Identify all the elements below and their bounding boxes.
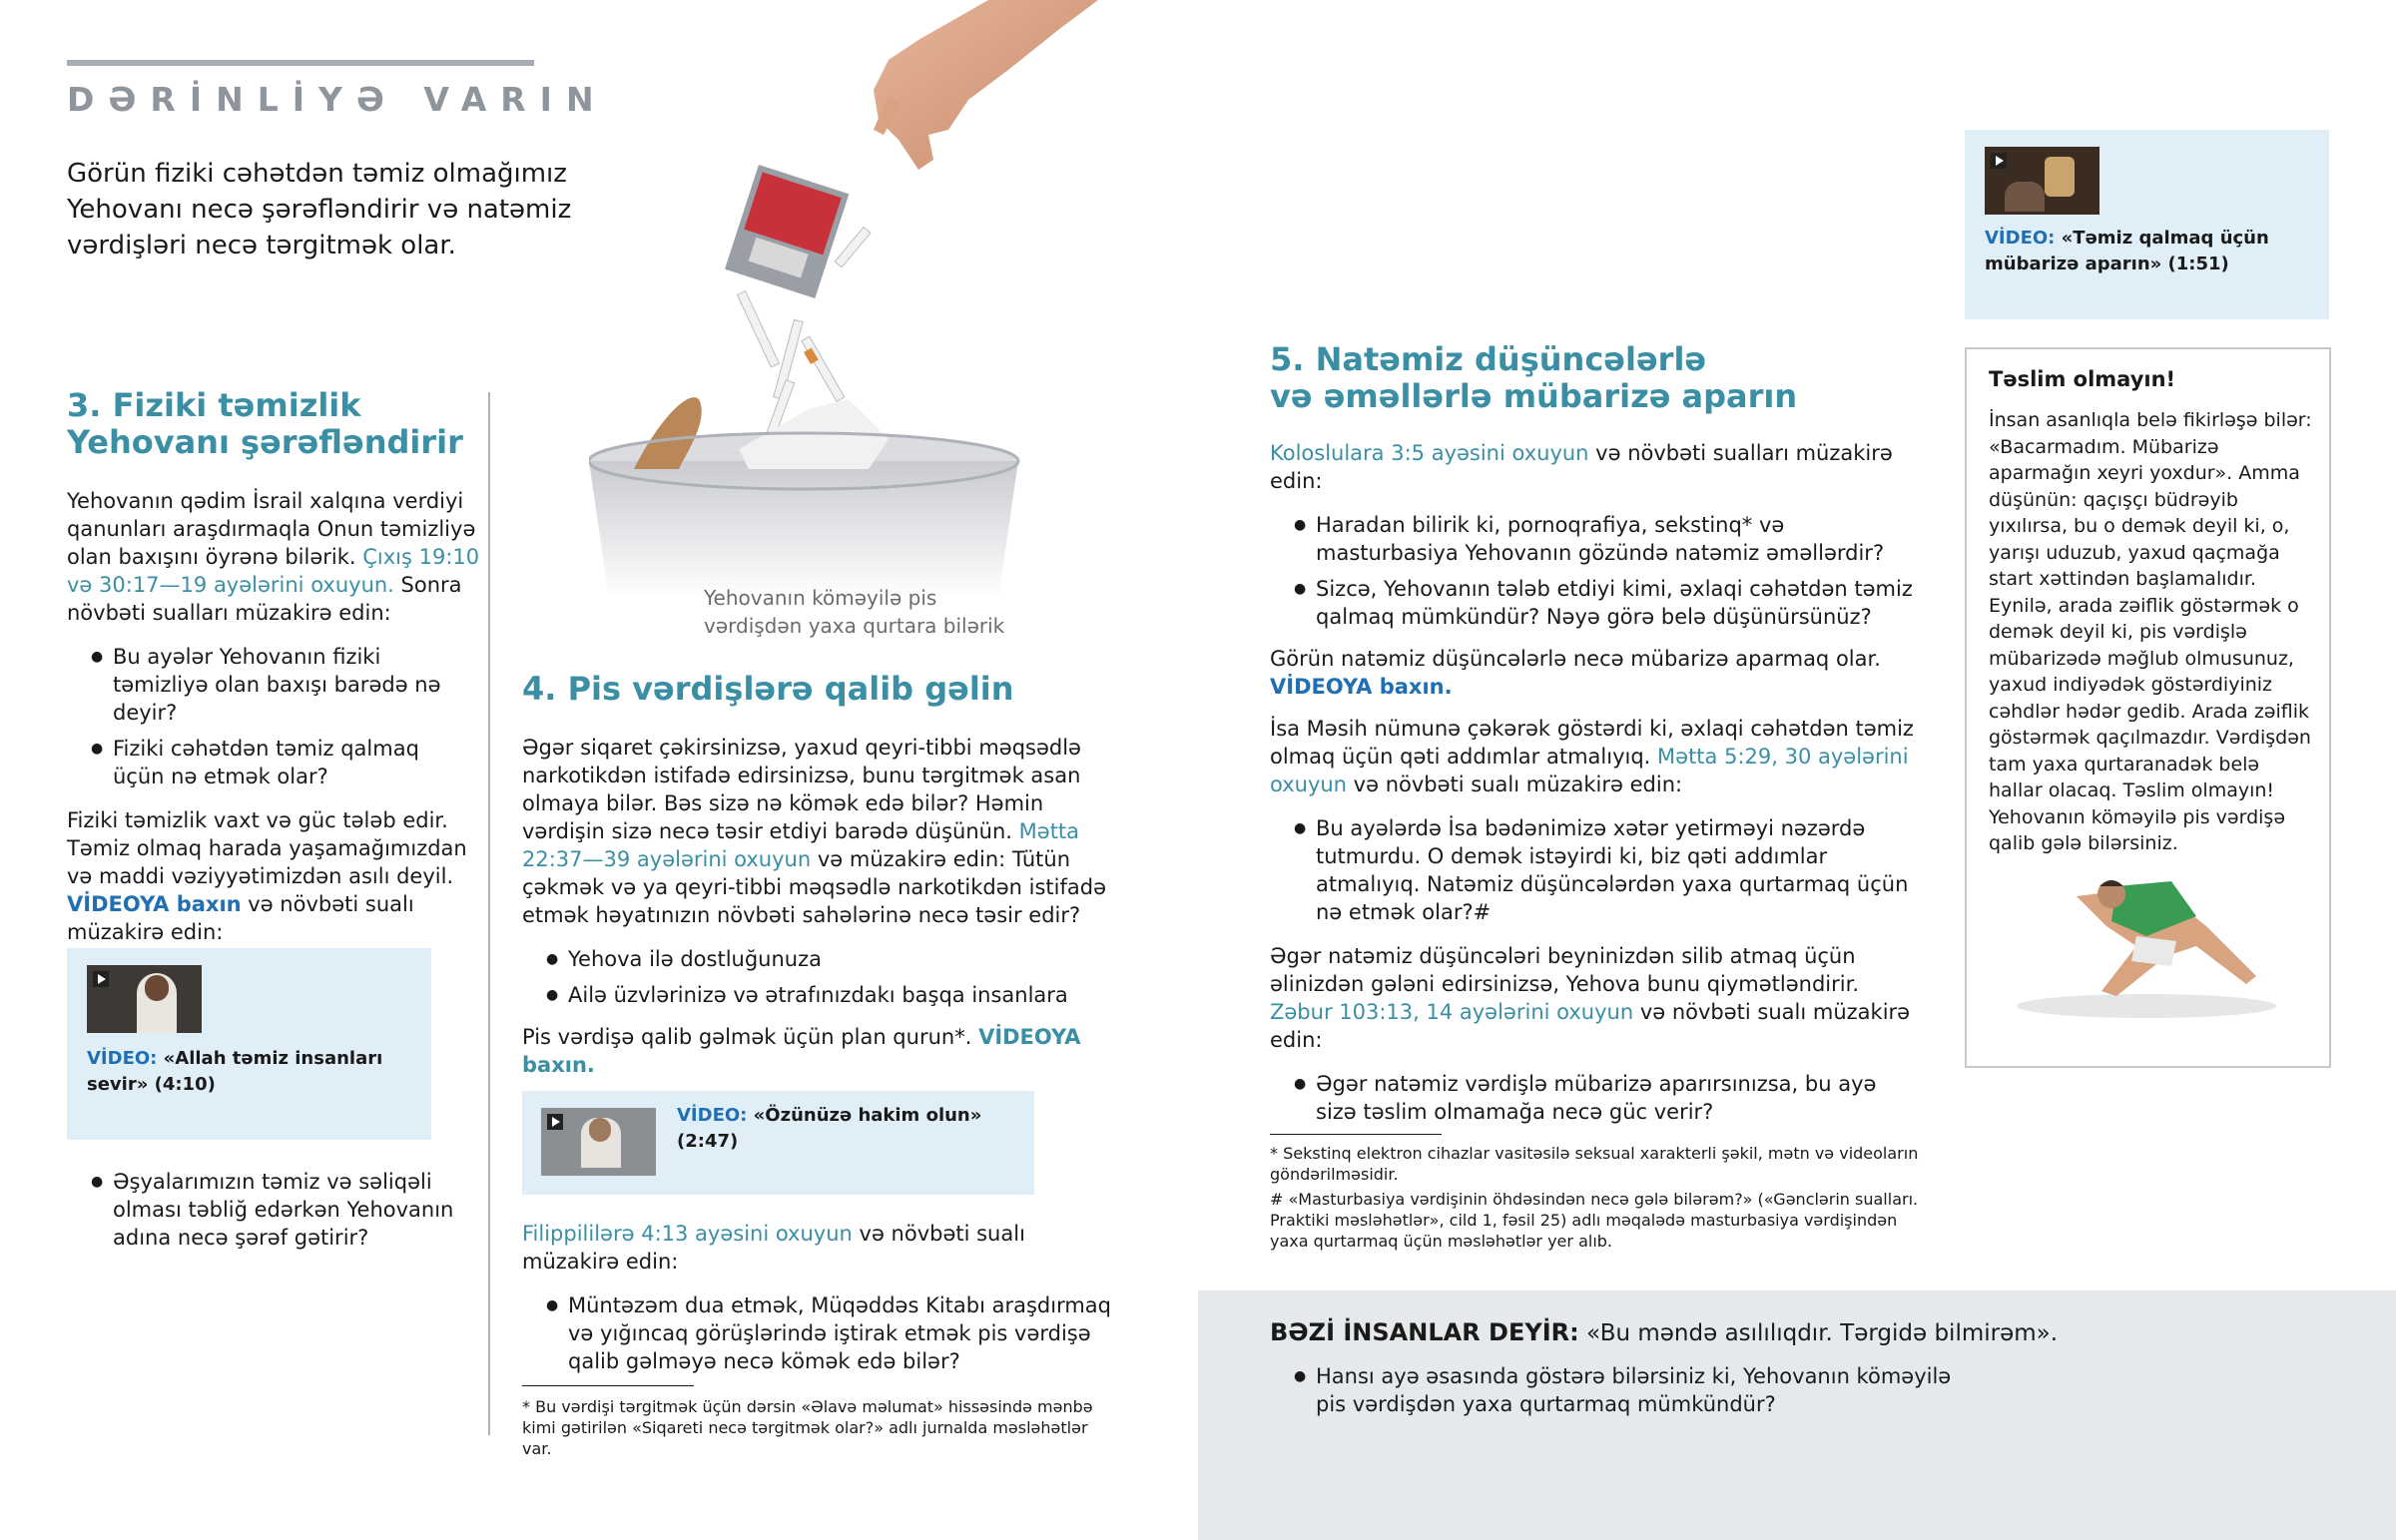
play-icon bbox=[1991, 153, 2007, 169]
cigarette-pack-icon bbox=[725, 165, 849, 298]
video-thumbnail[interactable] bbox=[1985, 147, 2099, 215]
section-3 bbox=[67, 387, 486, 946]
list-item: ● Ailə üzvlərinizə və ətrafınızdakı başqa insanlara bbox=[522, 981, 1121, 1009]
video-label: VİDEO: «Təmiz qalmaq üçün mübarizə aparın» (1:51) bbox=[1985, 228, 2269, 274]
section-4-paragraph-1: Əgər siqaret çəkirsinizsə, yaxud qeyri-tibbi məqsədlə narkotikdən istifadə edirsinizsə, bunu tərgitmək asan olmaya bilər. Bəs sizə nə kömək edə bilər? Həmin vərdişin sizə necə təsir etdiyi barədə düşünün. Mətta 22:37—39 ayələrini oxuyun və müzakirə edin: Tütün çəkmək və ya qeyri-tibbi məqsədlə narkotikdən istifadə etmək həyatınızın növbəti sahələrinə necə təsir edir? bbox=[522, 736, 1107, 927]
video-link[interactable]: VİDEOYA baxın. bbox=[522, 1025, 1081, 1077]
section-title: DƏRİNLİYƏ VARIN bbox=[67, 80, 608, 119]
scripture-link-colossians[interactable]: Koloslulara 3:5 ayəsini oxuyun bbox=[1270, 441, 1589, 465]
section-5-paragraph-4: Əgər natəmiz düşüncələri beyninizdən silib atmaq üçün əlinizdən gələni edirsinizsə, Yehova bunu qiymətləndirir. Zəbur 103:13, 14 ayələrini oxuyun və növbəti sualı müzakirə edin: bbox=[1270, 944, 1911, 1052]
section-4-paragraph-2: Pis vərdişə qalib gəlmək üçün plan qurun*. VİDEOYA baxın. bbox=[522, 1025, 1081, 1077]
section-4-paragraph-3: Filippililərə 4:13 ayəsini oxuyun və növbəti sualı müzakirə edin: bbox=[522, 1222, 1025, 1274]
video-link[interactable]: VİDEOYA baxın. bbox=[1270, 675, 1453, 699]
list-item: ● Bu ayələrdə İsa bədənimizə xətər yetirməyi nəzərdə tutmurdu. O demək istəyirdi ki, biz qəti addımlar atmalıyıq. Natəmiz düşüncələrdən yaxa qurtarmaq üçün nə etmək olar?# bbox=[1270, 814, 1919, 926]
section-4-list-2 bbox=[522, 1291, 1121, 1375]
hand-icon bbox=[874, 0, 1098, 170]
scripture-link-psalm[interactable]: Zəbur 103:13, 14 ayələrini oxuyun bbox=[1270, 1000, 1634, 1024]
footnote: * Sekstinq elektron cihazlar vasitəsilə seksual xarakterli şəkil, mətn və videoların göndərilməsidir. bbox=[1270, 1144, 1919, 1184]
section-3-paragraph-1: Yehovanın qədim İsrail xalqına verdiyi qanunları araşdırmaqla Onun təmizliyə olan baxışını öyrənə bilərik. Çıxış 19:10 və 30:17—19 ayələrini oxuyun. Sonra növbəti sualları müzakirə edin: bbox=[67, 489, 480, 625]
header-rule bbox=[67, 60, 534, 66]
video-card-self-control[interactable] bbox=[522, 1091, 1034, 1195]
video-link[interactable]: VİDEOYA baxın bbox=[67, 892, 242, 916]
section-5-paragraph-1: Koloslulara 3:5 ayəsini oxuyun və növbəti sualları müzakirə edin: bbox=[1270, 441, 1893, 493]
video-label: VİDEO: «Allah təmiz insanları sevir» (4:10) bbox=[87, 1048, 383, 1095]
column-divider bbox=[488, 392, 490, 1435]
some-people-say-quote: BƏZİ İNSANLAR DEYİR: «Bu məndə asılılıqdır. Tərgidə bilmirəm». bbox=[1270, 1318, 2059, 1346]
section-3-questions bbox=[67, 643, 476, 790]
section-4-heading: 4. Pis vərdişlərə qalib gəlin bbox=[522, 670, 1014, 708]
scripture-link-philippians[interactable]: Filippililərə 4:13 ayəsini oxuyun bbox=[522, 1222, 853, 1246]
section-4-list bbox=[522, 945, 1121, 1009]
runner-illustration bbox=[1997, 866, 2296, 1026]
play-icon bbox=[547, 1114, 563, 1130]
section-5-list-2 bbox=[1270, 814, 1919, 926]
dont-give-up-box bbox=[1965, 347, 2331, 1068]
footnote: # «Masturbasiya vərdişinin öhdəsindən necə gələ bilərəm?» («Gənclərin sualları. Praktiki məsləhətlər», cild 1, fəsil 25) adlı məqalədə masturbasiya vərdişindən yaxa qurtarmaq üçün məsləhətlər yer alıb. bbox=[1270, 1190, 1919, 1251]
intro-text: Görün fiziki cəhətdən təmiz olmağımız Yehovanı necə şərəfləndirir və natəmiz vərdişləri necə tərgitmək olar. bbox=[67, 159, 572, 260]
section-5-list bbox=[1270, 511, 1919, 631]
sidebox-title: Təslim olmayın! bbox=[1989, 367, 2176, 391]
scripture-link-exodus[interactable]: Çıxış 19:10 və 30:17—19 ayələrini oxuyun. bbox=[67, 545, 480, 597]
scripture-link-matthew-5[interactable]: Mətta 5:29, 30 ayələrini oxuyun bbox=[1270, 745, 1909, 796]
video-card-allah[interactable] bbox=[67, 948, 431, 1140]
section-3-questions-2 bbox=[67, 1168, 486, 1260]
list-item: ● Əşyalarımızın təmiz və səliqəli olması təbliğ edərkən Yehovanın adına necə şərəf gətirir? bbox=[67, 1168, 486, 1252]
footnote-rule bbox=[1270, 1134, 1442, 1135]
section-5-heading: 5. Natəmiz düşüncələrlə və əməllərlə mübarizə aparın bbox=[1270, 340, 1798, 415]
list-item: ● Fiziki cəhətdən təmiz qalmaq üçün nə etmək olar? bbox=[67, 735, 476, 790]
play-icon bbox=[93, 971, 109, 987]
sidebox-text: İnsan asanlıqla belə fikirləşə bilər: «Bacarmadım. Mübarizə aparmağın xeyri yoxdur». Amma düşünün: qaçışçı büdrəyib yıxılırsa, bu o demək deyil ki, o, yarışı uduzub, yaxud qaçmağa start xəttindən başlamalıdır. Eynilə, arada zəiflik göstərmək o demək deyil ki, pis vərdişlə mübarizədə məğlub olmusunuz, yaxud indiyədək göstərdiyiniz cəhdlər hədər gedib. Arada zəiflik göstərmək qaçılmazdır. Vərdişdən tam yaxa qurtaranadək belə hallar olacaq. Təslim olmayın! Yehovanın köməyilə pis vərdişə qalib gələ bilərsiniz. bbox=[1989, 409, 2312, 854]
section-3-heading: 3. Fiziki təmizlik Yehovanı şərəfləndirir bbox=[67, 386, 463, 461]
video-label: VİDEO: «Özünüzə hakim olun» (2:47) bbox=[677, 1105, 982, 1152]
scripture-link-matthew-22[interactable]: Mətta 22:37—39 ayələrini oxuyun bbox=[522, 819, 1080, 871]
list-item: ● Bu ayələr Yehovanın fiziki təmizliyə olan baxışı barədə nə deyir? bbox=[67, 643, 476, 727]
illustration-caption: Yehovanın köməyilə pis vərdişdən yaxa qurtara bilərik bbox=[704, 586, 1005, 638]
section-5-list-3 bbox=[1270, 1070, 1919, 1126]
trash-bin-illustration bbox=[589, 0, 1128, 599]
some-people-say bbox=[1270, 1317, 2368, 1426]
video-thumbnail[interactable] bbox=[87, 965, 202, 1033]
list-item: ● Haradan bilirik ki, pornoqrafiya, sekstinq* və masturbasiya Yehovanın gözündə natəmiz əməllərdir? bbox=[1270, 511, 1919, 567]
video-card-stay-clean[interactable] bbox=[1965, 130, 2329, 319]
list-item: ● Yehova ilə dostluğunuza bbox=[522, 945, 1121, 973]
section-5-paragraph-3: İsa Məsih nümunə çəkərək göstərdi ki, əxlaqi cəhətdən təmiz olmaq üçün qəti addımlar atmalıyıq. Mətta 5:29, 30 ayələrini oxuyun və növbəti sualı müzakirə edin: bbox=[1270, 717, 1914, 796]
footnote: * Bu vərdişi tərgitmək üçün dərsin «Əlavə məlumat» hissəsində mənbə kimi gətirilən «Siqareti necə tərgitmək olar?» adlı jurnalda məsləhətlər var. bbox=[522, 1397, 1093, 1458]
section-3-paragraph-2: Fiziki təmizlik vaxt və güc tələb edir. Təmiz olmaq harada yaşamağımızdan və maddi vəziyyətimizdən asılı deyil. VİDEOYA baxın və növbəti sualı müzakirə edin: bbox=[67, 808, 467, 944]
section-4-continued bbox=[522, 1220, 1121, 1459]
list-item: ● Əgər natəmiz vərdişlə mübarizə aparırsınızsa, bu ayə sizə təslim olmamağa necə güc verir? bbox=[1270, 1070, 1919, 1126]
list-item: ● Hansı ayə əsasında göstərə bilərsiniz ki, Yehovanın köməyilə pis vərdişdən yaxa qurtarmaq mümkündür? bbox=[1270, 1362, 1969, 1418]
video-thumbnail[interactable] bbox=[541, 1108, 656, 1176]
list-item: ● Müntəzəm dua etmək, Müqəddəs Kitabı araşdırmaq və yığıncaq görüşlərində iştirak etmək pis vərdişə qalib gəlməyə necə kömək edə bilər? bbox=[522, 1291, 1121, 1375]
section-5-paragraph-2: Görün natəmiz düşüncələrlə necə mübarizə aparmaq olar. VİDEOYA baxın. bbox=[1270, 647, 1881, 699]
section-5 bbox=[1270, 341, 1919, 1252]
some-people-say-list bbox=[1270, 1362, 1969, 1418]
list-item: ● Sizcə, Yehovanın tələb etdiyi kimi, əxlaqi cəhətdən təmiz qalmaq mümkündür? Nəyə görə belə düşünürsünüz? bbox=[1270, 575, 1919, 631]
footnote-rule bbox=[522, 1385, 694, 1386]
section-4 bbox=[522, 671, 1121, 1079]
